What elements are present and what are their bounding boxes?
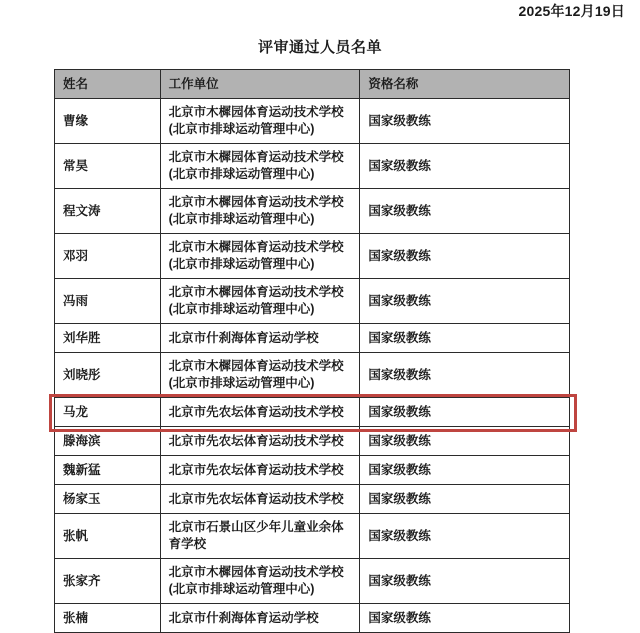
cell-name: 冯雨 xyxy=(55,279,161,324)
cell-name: 张家齐 xyxy=(55,559,161,604)
cell-qualification: 国家级教练 xyxy=(360,234,570,279)
cell-name: 马龙 xyxy=(55,398,161,427)
cell-unit: 北京市先农坛体育运动技术学校 xyxy=(160,427,360,456)
cell-qualification: 国家级教练 xyxy=(360,189,570,234)
table-row xyxy=(55,514,570,559)
table-row xyxy=(55,559,570,604)
cell-qualification: 国家级教练 xyxy=(360,604,570,633)
table-row xyxy=(55,324,570,353)
cell-unit: 北京市木樨园体育运动技术学校(北京市排球运动管理中心) xyxy=(160,353,360,398)
cell-name: 曹缘 xyxy=(55,99,161,144)
cell-name: 程文涛 xyxy=(55,189,161,234)
cell-name: 滕海滨 xyxy=(55,427,161,456)
cell-qualification: 国家级教练 xyxy=(360,398,570,427)
table-row xyxy=(55,144,570,189)
table-row xyxy=(55,456,570,485)
cell-qualification: 国家级教练 xyxy=(360,456,570,485)
cell-qualification: 国家级教练 xyxy=(360,99,570,144)
cell-name: 张帆 xyxy=(55,514,161,559)
cell-qualification: 国家级教练 xyxy=(360,353,570,398)
cell-qualification: 国家级教练 xyxy=(360,559,570,604)
cell-name: 刘华胜 xyxy=(55,324,161,353)
cell-unit: 北京市木樨园体育运动技术学校(北京市排球运动管理中心) xyxy=(160,99,360,144)
cell-name: 刘晓彤 xyxy=(55,353,161,398)
table-body xyxy=(55,99,570,633)
table-header-row xyxy=(55,70,570,99)
cell-qualification: 国家级教练 xyxy=(360,485,570,514)
table-row xyxy=(55,485,570,514)
cell-qualification: 国家级教练 xyxy=(360,144,570,189)
cell-name: 邓羽 xyxy=(55,234,161,279)
table-row xyxy=(55,189,570,234)
cell-unit: 北京市先农坛体育运动技术学校 xyxy=(160,485,360,514)
cell-unit: 北京市什刹海体育运动学校 xyxy=(160,604,360,633)
cell-unit: 北京市木樨园体育运动技术学校(北京市排球运动管理中心) xyxy=(160,189,360,234)
table-row xyxy=(55,398,570,427)
table-row xyxy=(55,353,570,398)
approved-personnel-table xyxy=(54,69,570,633)
cell-unit: 北京市先农坛体育运动技术学校 xyxy=(160,398,360,427)
cell-unit: 北京市木樨园体育运动技术学校(北京市排球运动管理中心) xyxy=(160,559,360,604)
cell-unit: 北京市石景山区少年儿童业余体育学校 xyxy=(160,514,360,559)
cell-qualification: 国家级教练 xyxy=(360,324,570,353)
column-header-name: 姓名 xyxy=(55,70,161,99)
page-title: 评审通过人员名单 xyxy=(257,39,382,56)
table-row xyxy=(55,604,570,633)
table-row xyxy=(55,234,570,279)
cell-qualification: 国家级教练 xyxy=(360,427,570,456)
cell-name: 常昊 xyxy=(55,144,161,189)
cell-qualification: 国家级教练 xyxy=(360,279,570,324)
table-row xyxy=(55,427,570,456)
cell-name: 杨家玉 xyxy=(55,485,161,514)
cell-unit: 北京市什刹海体育运动学校 xyxy=(160,324,360,353)
column-header-qualification: 资格名称 xyxy=(360,70,570,99)
cell-unit: 北京市先农坛体育运动技术学校 xyxy=(160,456,360,485)
cell-unit: 北京市木樨园体育运动技术学校(北京市排球运动管理中心) xyxy=(160,144,360,189)
table-row xyxy=(55,99,570,144)
column-header-unit: 工作单位 xyxy=(160,70,360,99)
cell-qualification: 国家级教练 xyxy=(360,514,570,559)
cell-name: 魏新猛 xyxy=(55,456,161,485)
cell-unit: 北京市木樨园体育运动技术学校(北京市排球运动管理中心) xyxy=(160,234,360,279)
cell-unit: 北京市木樨园体育运动技术学校(北京市排球运动管理中心) xyxy=(160,279,360,324)
cell-name: 张楠 xyxy=(55,604,161,633)
document-date: 2025年12月19日 xyxy=(518,3,625,19)
table-container xyxy=(54,69,570,633)
table-row xyxy=(55,279,570,324)
